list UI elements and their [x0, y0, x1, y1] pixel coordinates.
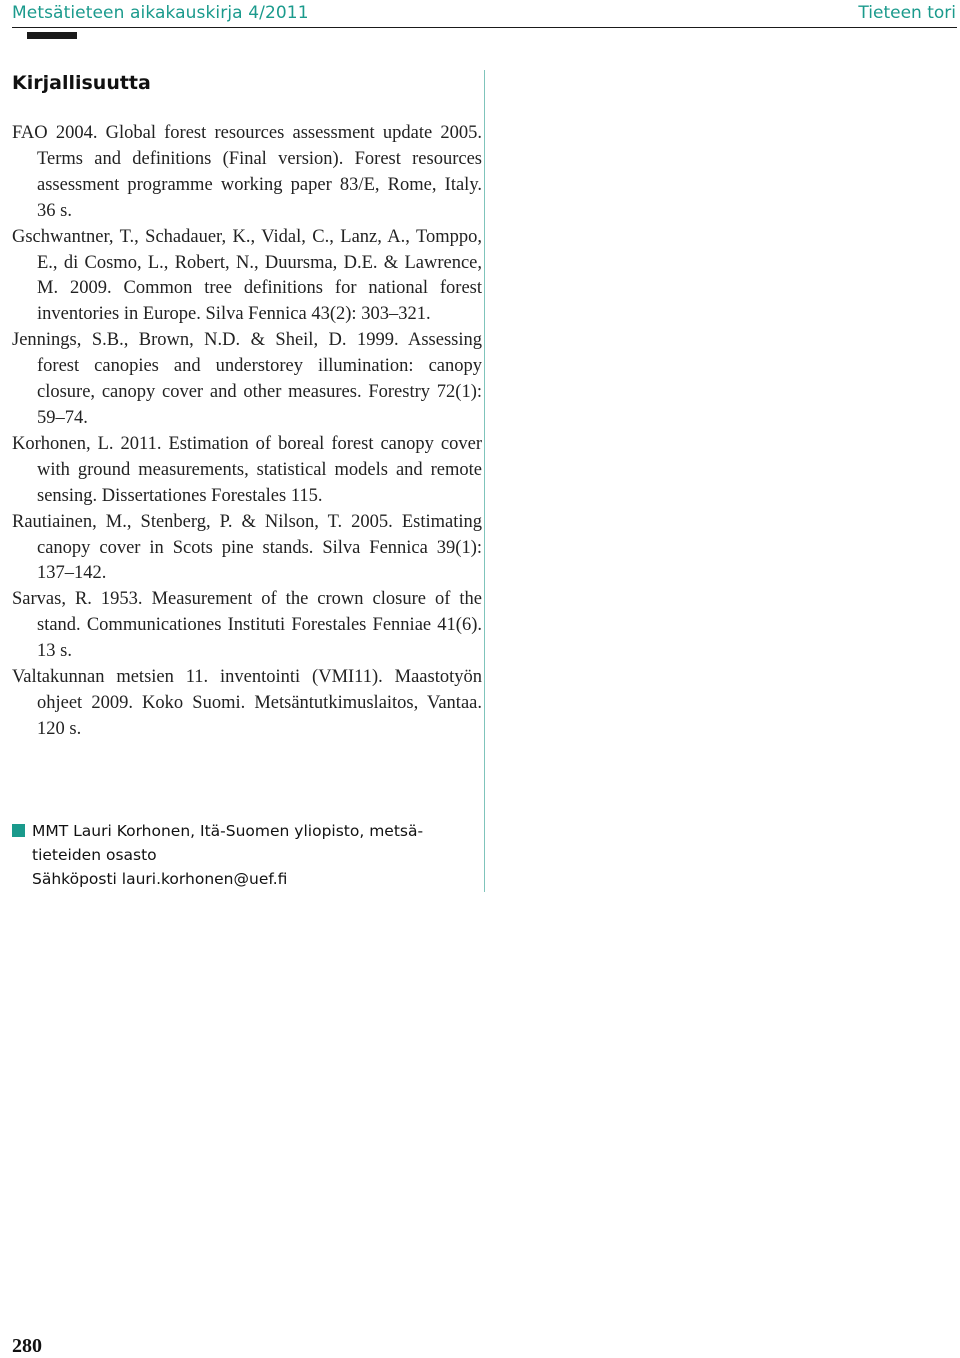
reference-item: FAO 2004. Global forest resources assessment update 2005. Terms and definitions (Final version). Forest resources assessment programme working paper 83/E, Rome, Italy. 36 s.	[12, 123, 482, 221]
reference-item: Gschwantner, T., Schadauer, K., Vidal, C., Lanz, A., Tomppo, E., di Cosmo, L., Robert, N., Duursma, D.E. & Lawrence, M. 2009. Common tree definitions for national forest inventories in Europe. Silva Fennica 43(2): 303–321.	[12, 226, 482, 325]
references-heading: Kirjallisuutta	[12, 72, 151, 94]
page-number: 280	[12, 1335, 42, 1357]
reference-item: Sarvas, R. 1953. Measurement of the crown closure of the stand. Communicationes Instituti Forestales Fenniae 41(6). 13 s.	[12, 589, 482, 662]
section-title: Tieteen tori	[858, 3, 956, 23]
header-rule	[12, 27, 957, 28]
reference-item: Rautiainen, M., Stenberg, P. & Nilson, T. 2005. Estimating canopy cover in Scots pine stands. Silva Fennica 39(1): 137–142.	[12, 511, 482, 584]
column-divider	[484, 70, 485, 892]
author-affiliation-cont: tieteiden osasto	[32, 846, 157, 864]
journal-issue: 4/2011	[248, 3, 309, 23]
header-tab-mark	[27, 32, 77, 39]
author-affiliation: MMT Lauri Korhonen, Itä-Suomen yliopisto, metsä-	[32, 822, 424, 840]
references-column	[12, 68, 482, 743]
journal-name: Metsätieteen aikakauskirja	[12, 3, 243, 23]
journal-title	[12, 3, 309, 23]
reference-item: Jennings, S.B., Brown, N.D. & Sheil, D. 1999. Assessing forest canopies and understorey illumination: canopy closure, canopy cover and other measures. Forestry 72(1): 59–74.	[12, 330, 482, 428]
reference-item: Korhonen, L. 2011. Estimation of boreal forest canopy cover with ground measurements, statistical models and remote sensing. Dissertationes Forestales 115.	[12, 433, 482, 506]
square-bullet-icon	[12, 824, 25, 837]
author-info	[12, 819, 467, 891]
reference-list	[12, 121, 482, 743]
author-email: Sähköposti lauri.korhonen@uef.fi	[32, 870, 288, 888]
reference-item: Valtakunnan metsien 11. inventointi (VMI11). Maastotyön ohjeet 2009. Koko Suomi. Metsäntutkimuslaitos, Vantaa. 120 s.	[12, 667, 482, 739]
